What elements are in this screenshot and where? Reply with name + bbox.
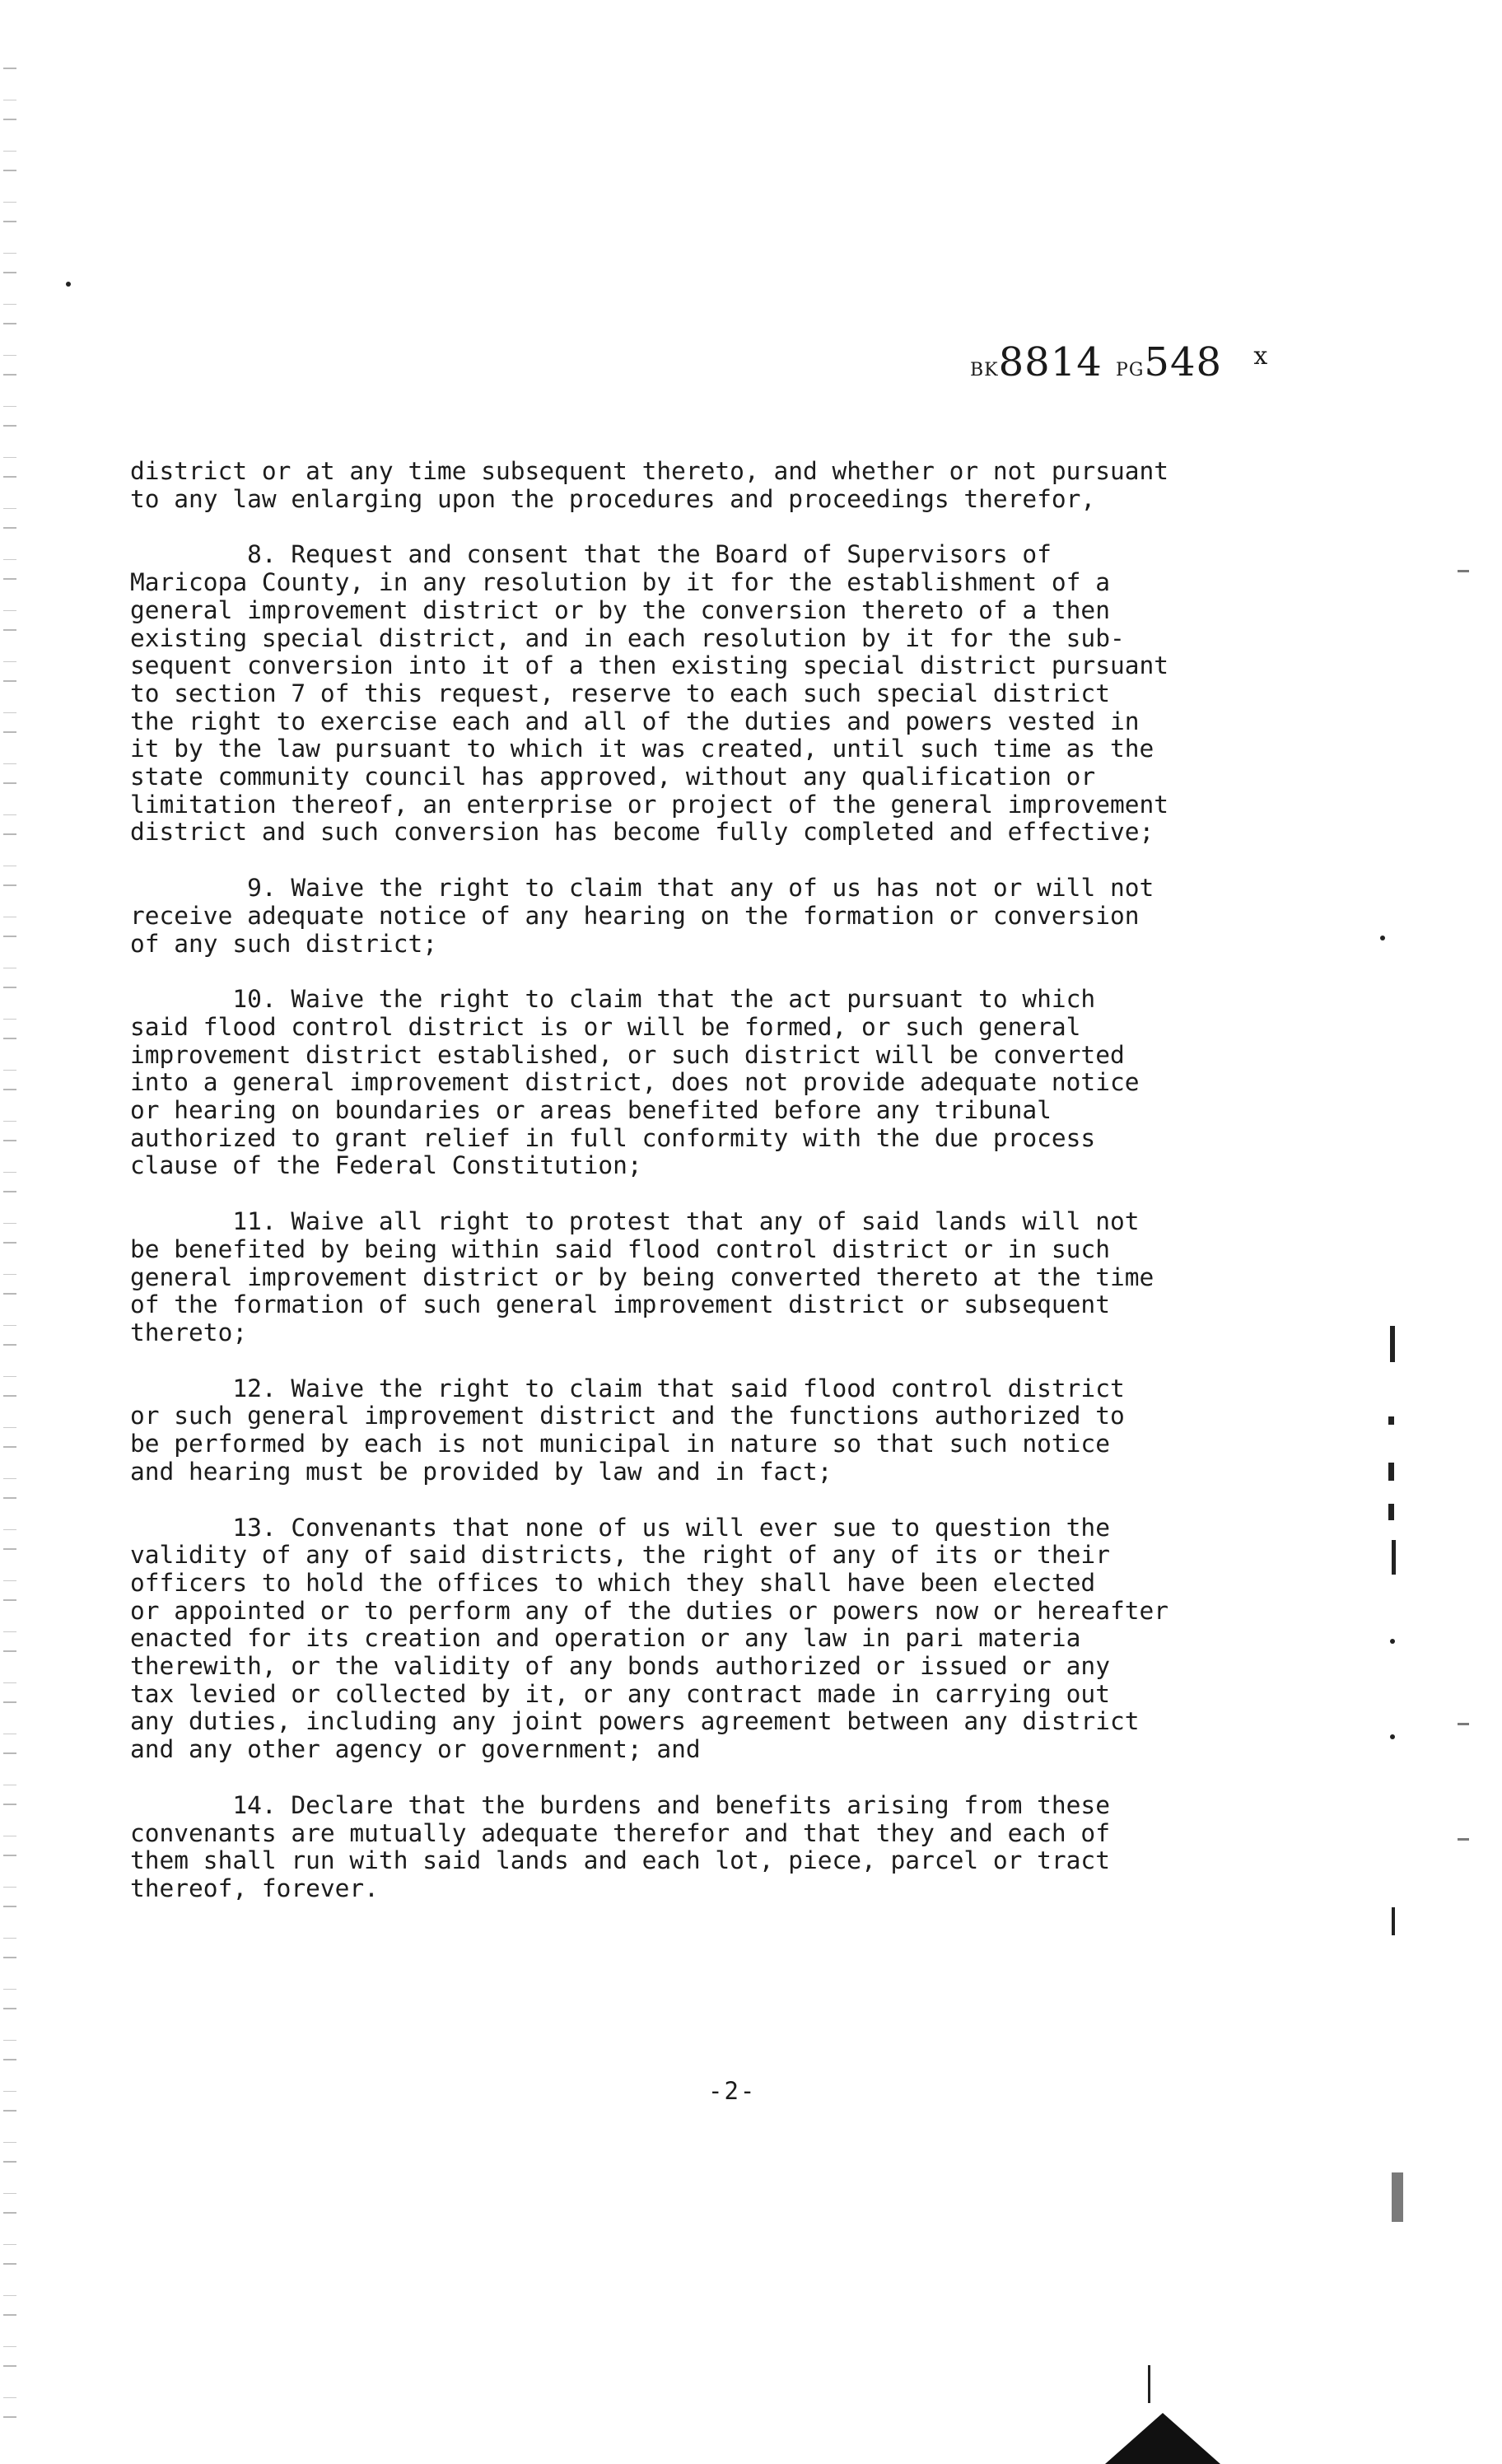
paragraph-line: them shall run with said lands and each lot, piece, parcel or tract	[130, 1846, 1110, 1875]
paragraph-line: state community council has approved, without any qualification or	[130, 763, 1096, 791]
paragraph-line: 12. Waive the right to claim that said flood control district	[130, 1374, 1125, 1402]
stamp-page-number: 548	[1144, 339, 1223, 385]
paragraph-line: existing special district, and in each resolution by it for the sub-	[130, 623, 1125, 652]
recording-stamp	[970, 339, 1268, 385]
scan-edge-artifact	[3, 49, 16, 2438]
paragraph	[130, 986, 1299, 1180]
paragraph-line: tax levied or collected by it, or any contract made in carrying out	[130, 1679, 1110, 1708]
paragraph-line: district or at any time subsequent thereto, and whether or not pursuant	[130, 457, 1168, 485]
paragraph-line: officers to hold the offices to which they shall have been elected	[130, 1568, 1096, 1597]
scan-speck	[1458, 1838, 1469, 1841]
paragraph-line: and hearing must be provided by law and in fact;	[130, 1457, 833, 1486]
paragraph-line: district and such conversion has become fully completed and effective;	[130, 818, 1154, 847]
paragraph-line: be benefited by being within said flood control district or in such	[130, 1234, 1110, 1263]
stamp-book-number: 8814	[998, 339, 1103, 385]
paragraph-line: limitation thereof, an enterprise or project of the general improvement	[130, 790, 1168, 819]
paragraph-line: 9. Waive the right to claim that any of us has not or will not	[130, 874, 1154, 903]
paragraph	[130, 875, 1299, 958]
paragraph-line: or hearing on boundaries or areas benefited before any tribunal	[130, 1096, 1052, 1125]
scan-speck	[1380, 936, 1385, 940]
paragraph	[130, 1375, 1299, 1486]
stamp-mark: x	[1253, 342, 1269, 371]
paragraph-line: said flood control district is or will be formed, or such general	[130, 1012, 1081, 1041]
paragraph-line: to section 7 of this request, reserve to each such special district	[130, 679, 1110, 707]
paragraph-line: or such general improvement district and the functions authorized to	[130, 1402, 1125, 1430]
paragraph-line: 10. Waive the right to claim that the act pursuant to which	[130, 985, 1096, 1014]
scan-speck	[1148, 2365, 1150, 2403]
paragraph-line: be performed by each is not municipal in nature so that such notice	[130, 1430, 1110, 1458]
stamp-page-label: PG	[1116, 360, 1145, 380]
paragraph	[130, 458, 1299, 513]
scan-speck-triangle	[1105, 2413, 1220, 2464]
paragraph-line: the right to exercise each and all of the duties and powers vested in	[130, 707, 1140, 735]
paragraph-line: of any such district;	[130, 929, 437, 958]
paragraph	[130, 1208, 1299, 1347]
paragraph-line: to any law enlarging upon the procedures and proceedings therefor,	[130, 484, 1096, 513]
paragraph-line: thereof, forever.	[130, 1874, 379, 1902]
paragraph-line: thereto;	[130, 1318, 248, 1346]
scan-speck	[1458, 1723, 1469, 1725]
scan-speck	[1392, 1540, 1396, 1575]
page-number: -2-	[708, 2077, 757, 2105]
paragraph-line: 14. Declare that the burdens and benefits arising from these	[130, 1790, 1110, 1819]
paragraph-line: 8. Request and consent that the Board of Supervisors of	[130, 540, 1052, 569]
paragraph-line: therewith, or the validity of any bonds authorized or issued or any	[130, 1652, 1110, 1681]
paragraph	[130, 1792, 1299, 1903]
paragraph-line: Maricopa County, in any resolution by it for the establishment of a	[130, 568, 1110, 597]
paragraph	[130, 1514, 1299, 1764]
scan-speck	[1390, 1639, 1395, 1644]
scan-speck	[1390, 1734, 1395, 1739]
paragraph-line: receive adequate notice of any hearing on the formation or conversion	[130, 901, 1140, 930]
scan-speck	[1388, 1416, 1394, 1425]
scan-speck	[1388, 1504, 1394, 1520]
scan-speck	[1390, 1326, 1395, 1362]
scan-speck	[66, 282, 71, 287]
paragraph-line: 13. Convenants that none of us will ever sue to question the	[130, 1513, 1110, 1542]
scan-speck	[1392, 1907, 1395, 1935]
scan-speck	[1388, 1463, 1394, 1481]
paragraph-line: or appointed or to perform any of the duties or powers now or hereafter	[130, 1596, 1168, 1625]
paragraph-line: into a general improvement district, does not provide adequate notice	[130, 1068, 1140, 1097]
paragraph-line: authorized to grant relief in full conformity with the due process	[130, 1123, 1096, 1152]
paragraph-line: and any other agency or government; and	[130, 1735, 701, 1764]
paragraph-line: any duties, including any joint powers agreement between any district	[130, 1707, 1140, 1736]
paragraph-line: validity of any of said districts, the right of any of its or their	[130, 1541, 1110, 1570]
paragraph-line: clause of the Federal Constitution;	[130, 1151, 642, 1180]
paragraph-line: of the formation of such general improvement district or subsequent	[130, 1290, 1110, 1319]
paragraph-line: 11. Waive all right to protest that any of said lands will not	[130, 1207, 1140, 1236]
stamp-prefix: BK	[970, 360, 999, 380]
scan-speck	[1458, 570, 1469, 572]
paragraph-line: improvement district established, or such district will be converted	[130, 1040, 1125, 1069]
paragraph-line: general improvement district or by the conversion thereto of a then	[130, 595, 1110, 624]
paragraph-line: sequent conversion into it of a then existing special district pursuant	[130, 651, 1168, 680]
paragraph-line: convenants are mutually adequate therefor and that they and each of	[130, 1818, 1110, 1847]
paragraph	[130, 541, 1299, 847]
scan-speck	[1392, 2172, 1403, 2222]
paragraph-line: general improvement district or by being converted thereto at the time	[130, 1262, 1154, 1291]
paragraph-line: it by the law pursuant to which it was created, until such time as the	[130, 735, 1154, 763]
paragraph-line: enacted for its creation and operation or any law in pari materia	[130, 1624, 1081, 1653]
document-body	[130, 458, 1299, 1931]
